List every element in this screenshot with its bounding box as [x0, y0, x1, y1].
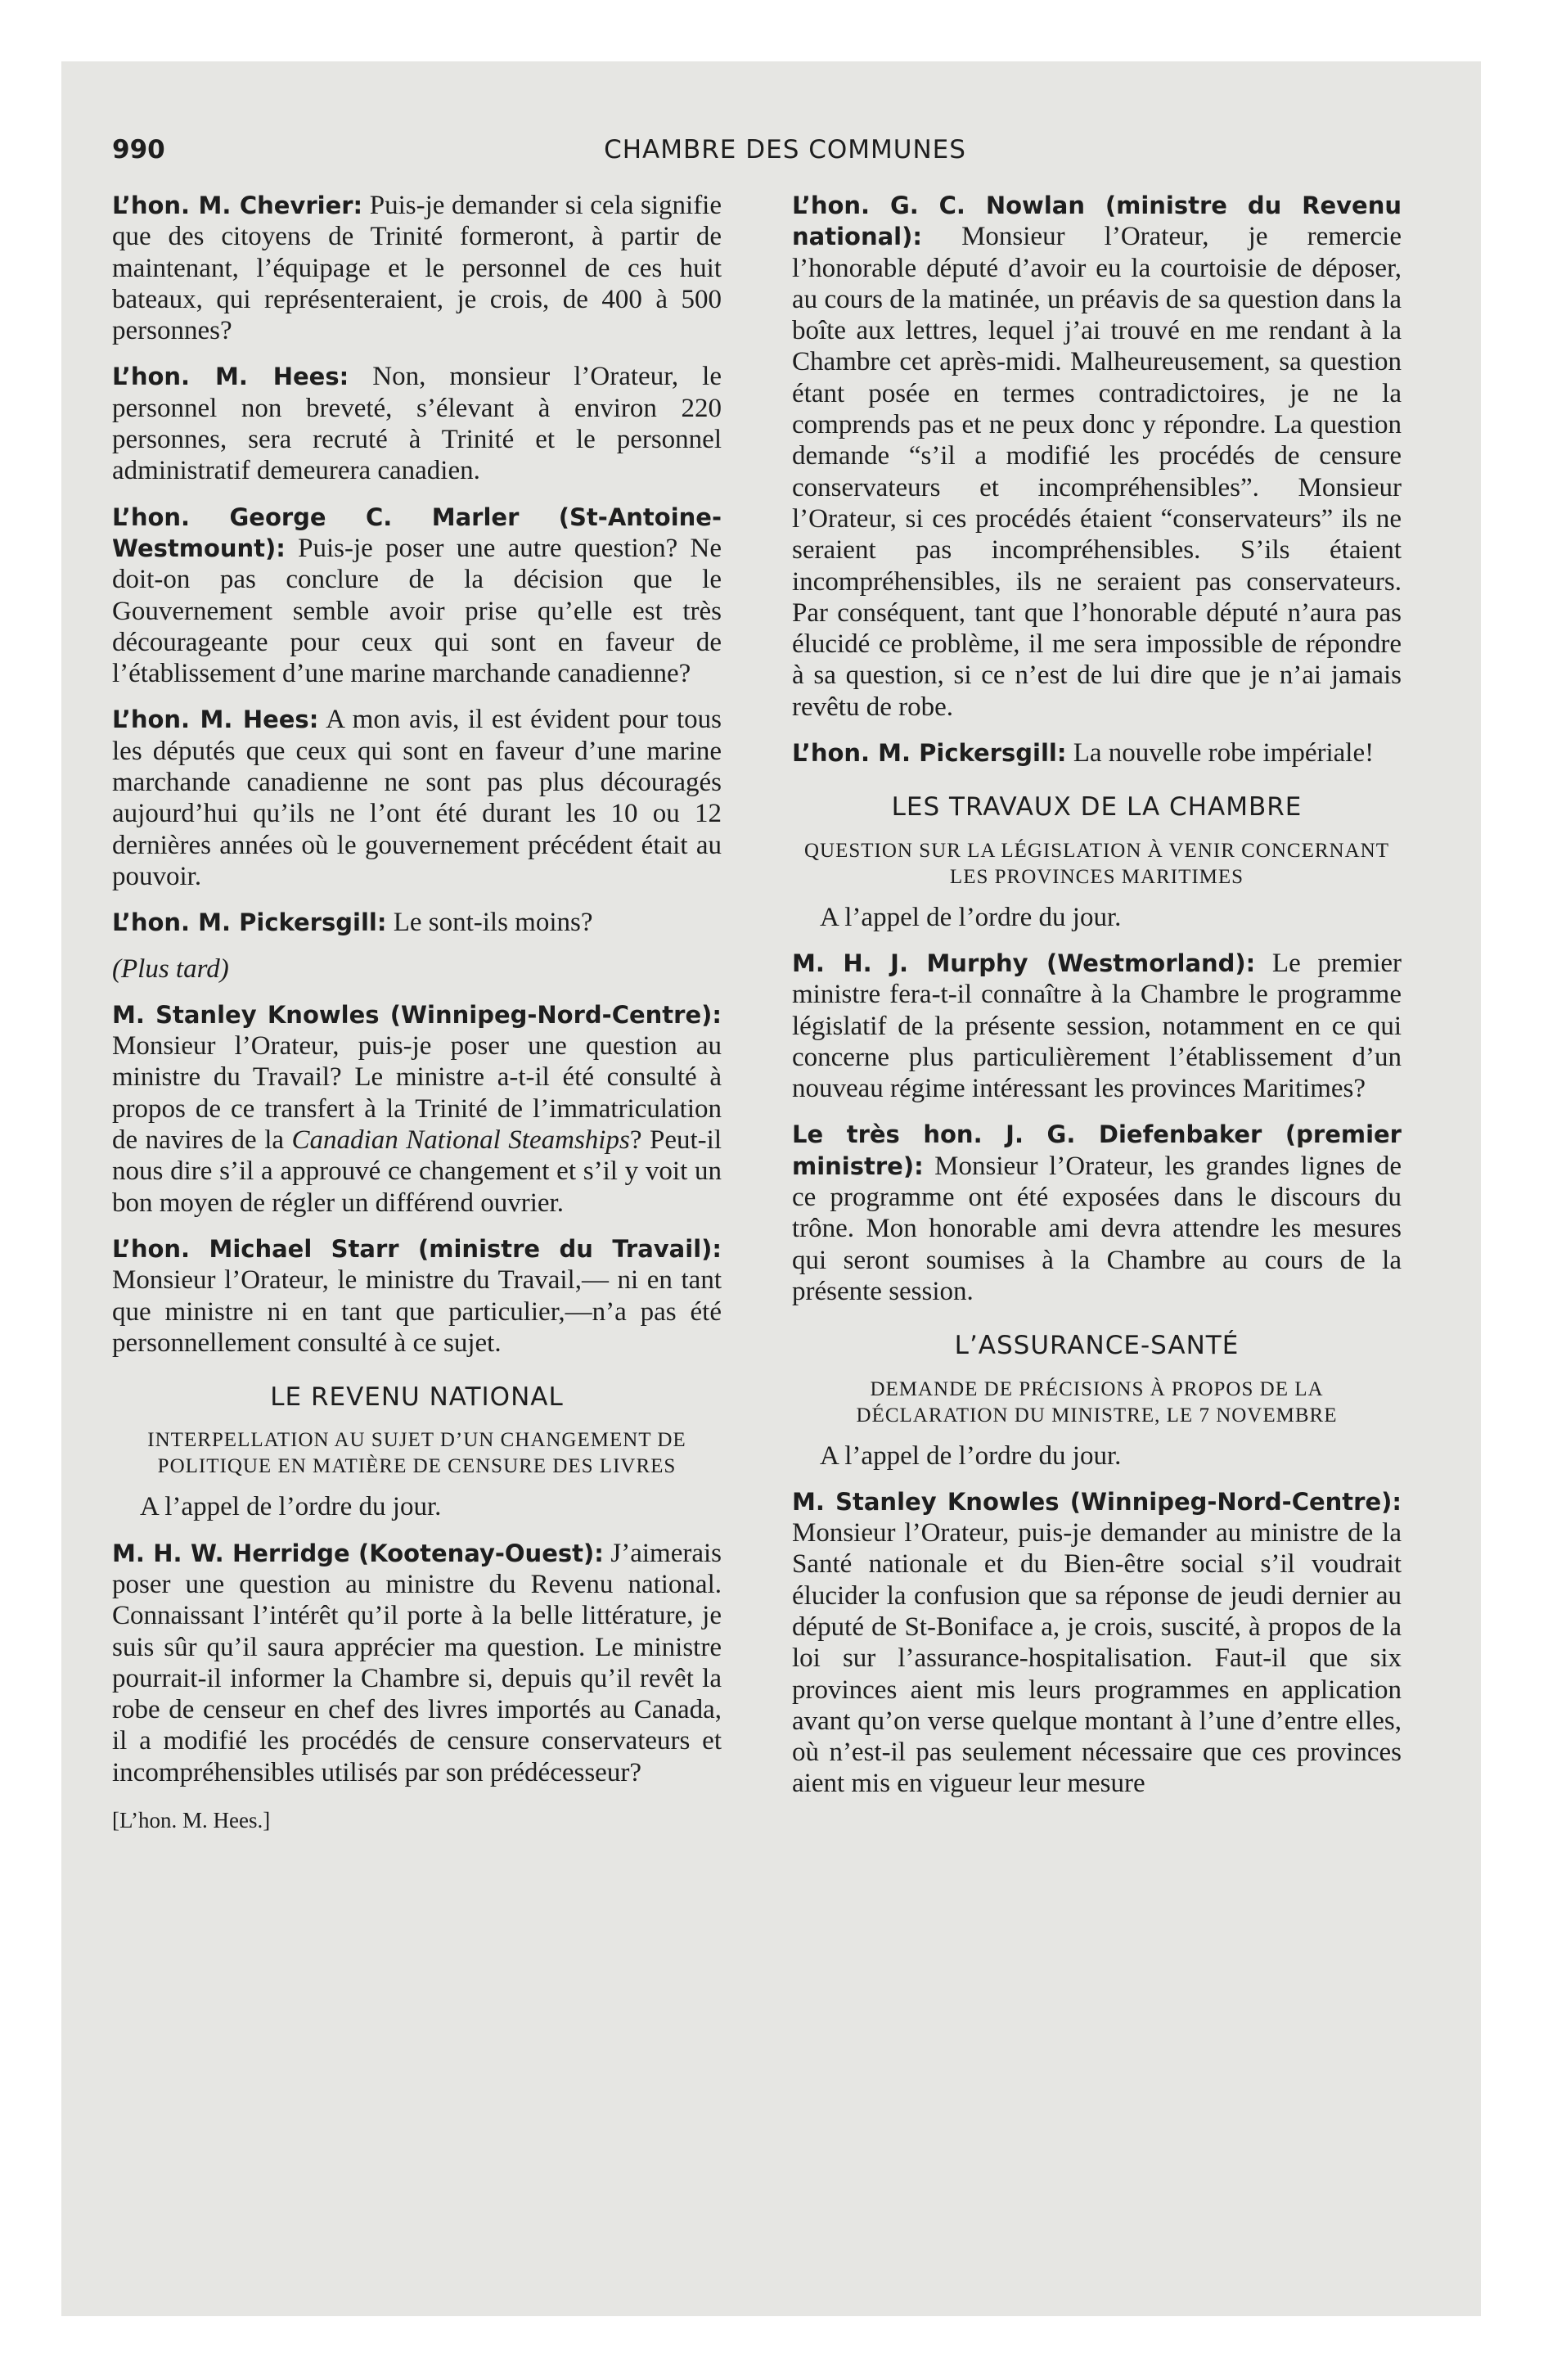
speech-text: La nouvelle robe impériale!: [1066, 738, 1375, 769]
speaker-name: M. H. W. Herridge (Kootenay-Ouest):: [112, 1539, 604, 1567]
footer-reference: [L’hon. M. Hees.]: [112, 1808, 271, 1833]
speaker-name: M. Stanley Knowles (Winnipeg-Nord-Centre):: [112, 1000, 722, 1029]
paragraph: [112, 361, 722, 486]
paragraph: [792, 1119, 1402, 1307]
order-of-day: A l’appel de l’ordre du jour.: [140, 1492, 442, 1522]
speech-text: Le sont-ils moins?: [386, 908, 593, 938]
ship-company-name: Canadian National Steamships: [291, 1125, 630, 1156]
speaker-name: M. Stanley Knowles (Winnipeg-Nord-Centre):: [792, 1487, 1402, 1516]
section-title: L’ASSURANCE-SANTÉ: [954, 1331, 1240, 1361]
speaker-name: L’hon. Michael Starr (ministre du Travail):: [112, 1234, 722, 1263]
right-column: [792, 190, 1402, 1814]
section-subheading: INTERPELLATION AU SUJET D’UN CHANGEMENT DE POLITIQUE EN MATIÈRE DE CENSURE DES LIVRES: [147, 1429, 686, 1478]
paragraph: [112, 1233, 722, 1359]
speech-text: Monsieur l’Orateur, le ministre du Travail,— ni en tant que ministre ni en tant que particulier,—n’a pas été personnellement consulté à ce sujet.: [112, 1265, 722, 1358]
speaker-name: Le très hon. J. G. Diefenbaker (premier ministre):: [792, 1120, 1402, 1180]
section-title: LES TRAVAUX DE LA CHAMBRE: [891, 792, 1303, 823]
later-note: (Plus tard): [112, 953, 229, 984]
speaker-name: L’hon. George C. Marler (St-Antoine-Westmount):: [112, 503, 722, 562]
speaker-name: L’hon. M. Hees:: [112, 363, 349, 391]
speech-text: ? Peut-il nous dire s’il a approuvé ce changement et s’il y voit un bon moyen de régler un différend ouvrier.: [112, 1125, 722, 1218]
page-header: [112, 135, 1458, 168]
paragraph: [792, 737, 1402, 769]
speaker-name: M. H. J. Murphy (Westmorland):: [792, 949, 1256, 977]
paragraph: [792, 948, 1402, 1104]
speech-text: Monsieur l’Orateur, je remercie l’honorable député d’avoir eu la courtoisie de déposer, au cours de la matinée, un préavis de sa question dans la boîte aux lettres, lequel j’ai trouvé en me rendant à la Chambre cet après-midi. Malheureusement, sa question étant posée en termes contradictoires, je ne la comprends pas et ne peux donc y répondre. La question demande “s’il a modifié les procédés de censure conservateurs et incompréhensibles”. Monsieur l’Orateur, si ces procédés étaient “conservateurs” ils ne seraient pas incompréhensibles. S’ils étaient incompréhensibles, ils ne seraient pas conservateurs. Par conséquent, tant que l’honorable député n’aura pas élucidé ce problème, il me sera impossible de répondre à sa question, si ce n’est de lui dire que je n’ai jamais revêtu de robe.: [792, 222, 1402, 722]
paragraph: [792, 190, 1402, 723]
speech-text: A mon avis, il est évident pour tous les députés que ceux qui sont en faveur d’une marine marchande canadienne ne sont pas plus découragés aujourd’hui qu’ils ne l’ont été durant les 10 ou 12 dernières années où le gouvernement précédent était au pouvoir.: [112, 705, 722, 891]
page-number: 990: [112, 135, 165, 165]
section-subheading: QUESTION SUR LA LÉGISLATION À VENIR CONCERNANT LES PROVINCES MARITIMES: [804, 839, 1389, 888]
section-title: LE REVENU NATIONAL: [270, 1382, 564, 1413]
speaker-name: L’hon. M. Hees:: [112, 705, 319, 734]
speaker-name: L’hon. M. Pickersgill:: [112, 908, 387, 937]
speech-text: Puis-je poser une autre question? Ne doit-on pas conclure de la décision que le Gouvernement semble avoir prise qu’elle est très décourageante pour ceux qui sont en faveur de l’établissement d’une marine marchande canadienne?: [112, 533, 722, 689]
paragraph: [112, 999, 722, 1219]
speech-text: Le premier ministre fera-t-il connaître à la Chambre le programme législatif de la présente session, notamment en ce qui concerne plus particulièrement l’établissement d’un nouveau régime intéressant les provinces Maritimes?: [792, 948, 1402, 1104]
order-of-day: A l’appel de l’ordre du jour.: [820, 902, 1122, 932]
speaker-name: L’hon. M. Pickersgill:: [792, 739, 1067, 768]
running-head: CHAMBRE DES COMMUNES: [604, 135, 966, 165]
speech-text: J’aimerais poser une question au ministre du Revenu national. Connaissant l’intérêt qu’il porte à la belle littérature, je suis sûr qu’il saura apprécier ma question. Le ministre pourrait-il informer la Chambre si, depuis qu’il revêt la robe de censeur en chef des livres importés au Canada, il a modifié les procédés de censure conservateurs et incompréhensibles utilisés par son prédécesseur?: [112, 1538, 722, 1787]
speaker-name: L’hon. G. C. Nowlan (ministre du Revenu national):: [792, 192, 1402, 251]
speech-text: Puis-je demander si cela signifie que des citoyens de Trinité formeront, à partir de maintenant, l’équipage et le personnel de ces huit bateaux, qui représenteraient, je crois, de 400 à 500 personnes?: [112, 191, 722, 346]
speech-text: Monsieur l’Orateur, puis-je poser une question au ministre du Travail? Le ministre a-t-il été consulté à propos de ce transfert à la Trinité de l’immatriculation de navires de la: [112, 1031, 722, 1156]
paragraph: [112, 190, 722, 346]
speaker-name: L’hon. M. Chevrier:: [112, 192, 363, 219]
order-of-day: A l’appel de l’ordre du jour.: [820, 1440, 1122, 1471]
paragraph: [112, 1538, 722, 1788]
left-column: [112, 190, 722, 1836]
paragraph: [112, 502, 722, 690]
paragraph: [792, 1486, 1402, 1800]
section-subheading: DEMANDE DE PRÉCISIONS À PROPOS DE LA DÉCLARATION DU MINISTRE, LE 7 NOVEMBRE: [856, 1377, 1338, 1427]
speech-text: Monsieur l’Orateur, les grandes lignes de ce programme ont été exposées dans le discours du trône. Mon honorable ami devra attendre les mesures qui seront soumises à la Chambre au cours de la présente session.: [792, 1151, 1402, 1306]
speech-text: Non, monsieur l’Orateur, le personnel non breveté, s’élevant à environ 220 personnes, sera recruté à Trinité et le personnel administratif demeurera canadien.: [112, 362, 722, 486]
paragraph: [112, 704, 722, 892]
speech-text: Monsieur l’Orateur, puis-je demander au ministre de la Santé nationale et du Bien-être social s’il voudrait élucider la confusion que sa réponse de jeudi dernier au député de St-Boniface a, je crois, suscité, à propos de la loi sur l’assurance-hospitalisation. Faut-il que six provinces aient mis leurs programmes en application avant qu’on verse quelque montant à l’une d’entre elles, où n’est-il pas seulement nécessaire que ces provinces aient mis en vigueur leur mesure: [792, 1518, 1402, 1799]
paragraph: [112, 907, 722, 938]
